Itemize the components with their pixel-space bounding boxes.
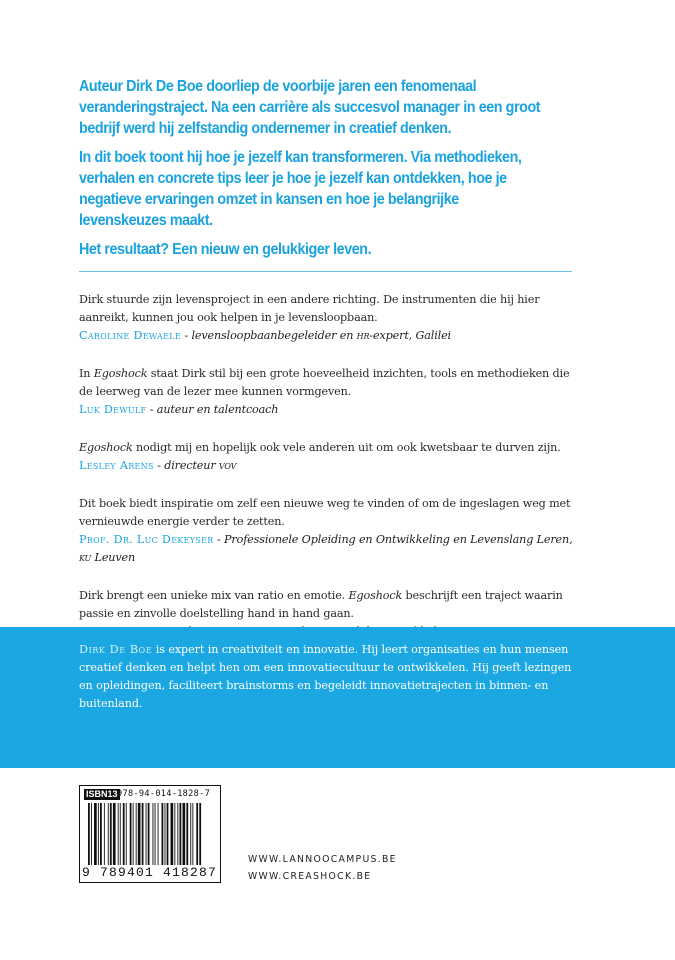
- isbn-digits: 9 789401 418287: [82, 865, 218, 880]
- endorsement-text: Dirk brengt een unieke mix van ratio en emotie. Egoshock beschrijft een traject waarin passie en zinvolle doelstelling hand in hand gaan.: [79, 589, 563, 620]
- link-creashock[interactable]: WWW.CREASHOCK.BE: [248, 871, 372, 882]
- endorsement: [79, 365, 579, 419]
- link-lannoocampus[interactable]: WWW.LANNOOCAMPUS.BE: [248, 854, 397, 865]
- author-bio: [79, 641, 579, 713]
- endorsement-text: Egoshock nodigt mij en hopelijk ook vele anderen uit om ook kwetsbaar te durven zijn.: [79, 441, 561, 454]
- divider: [79, 271, 572, 272]
- endorsement-attribution: Lesley Arens - directeur vov: [79, 459, 237, 472]
- endorser-name: Caroline Dewaele: [79, 329, 181, 342]
- isbn-number: 978-94-014-1828-7: [117, 789, 211, 799]
- endorser-role: auteur en talentcoach: [156, 403, 279, 416]
- endorsement: [79, 291, 579, 345]
- endorsement-text: Dirk stuurde zijn levensproject in een andere richting. De instrumenten die hij hier aanreikt, kunnen jou ook helpen in je levensloopbaan.: [79, 293, 540, 324]
- endorser-role: directeur vov: [164, 459, 237, 472]
- back-cover-blurb: [79, 76, 544, 268]
- endorsement-text: Dit boek biedt inspiratie om zelf een nieuwe weg te vinden of om de ingeslagen weg met vernieuwde energie verder te zetten.: [79, 497, 571, 528]
- endorser-role: Professionele Opleiding en Ontwikkeling en Levenslang Leren, ku Leuven: [79, 533, 573, 564]
- endorsements: [79, 291, 579, 661]
- endorsement-attribution: Prof. Dr. Luc Dekeyser - Professionele Opleiding en Ontwikkeling en Levenslang Leren, ku Leuven: [79, 533, 573, 564]
- endorsement: [79, 439, 579, 475]
- endorser-name: Luk Dewulf: [79, 403, 147, 416]
- endorser-name: Lesley Arens: [79, 459, 154, 472]
- publisher-links: [248, 851, 397, 885]
- blurb-paragraph: Het resultaat? Een nieuw en gelukkiger leven.: [79, 241, 372, 258]
- endorsement-text: In Egoshock staat Dirk stil bij een grote hoeveelheid inzichten, tools en methodieken die de leerweg van de lezer mee kunnen vormgeven.: [79, 367, 570, 398]
- endorsement: [79, 495, 579, 567]
- endorsement-attribution: Caroline Dewaele - levensloopbaanbegeleider en hr-expert, Galilei: [79, 329, 451, 342]
- author-bio-text: is expert in creativiteit en innovatie. Hij leert organisaties en hun mensen creatief denken en helpt hen om een innovatiecultuur te ontwikkelen. Hij geeft lezingen en opleidingen, faciliteert brainstorms en begeleidt innovatietrajecten in binnen- en buitenland.: [79, 643, 572, 710]
- barcode-bars-icon: [88, 803, 214, 865]
- blurb-paragraph: Auteur Dirk De Boe doorliep de voorbije jaren een fenomenaal veranderingstraject. Na een carrière als succesvol manager in een groot bedrijf werd hij zelfstandig ondernemer in creatief denken.: [79, 78, 541, 137]
- endorser-name: Prof. Dr. Luc Dekeyser: [79, 533, 214, 546]
- blurb-paragraph: In dit boek toont hij hoe je jezelf kan transformeren. Via methodieken, verhalen en concrete tips leer je hoe je jezelf kan ontdekken, hoe je negatieve ervaringen omzet in kansen en hoe je belangrijke levenskeuzes maakt.: [79, 149, 522, 229]
- isbn-barcode: [79, 785, 221, 883]
- endorsement-attribution: Luk Dewulf - auteur en talentcoach: [79, 403, 279, 416]
- author-name: Dirk De Boe: [79, 643, 153, 656]
- isbn-label: ISBN13: [86, 789, 118, 799]
- endorser-role: levensloopbaanbegeleider en hr-expert, Galilei: [191, 329, 451, 342]
